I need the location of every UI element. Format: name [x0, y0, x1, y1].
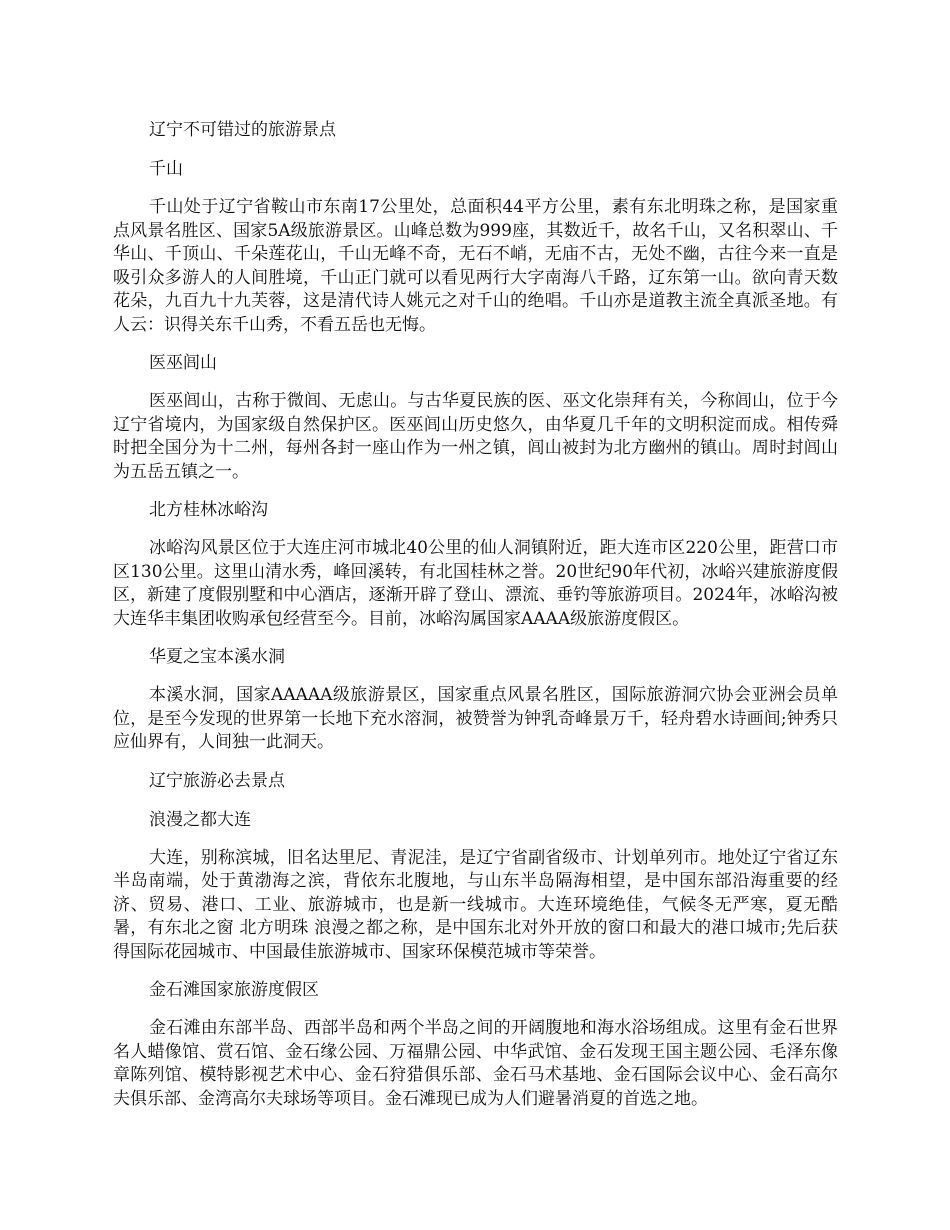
- section-heading-must-visit: 辽宁旅游必去景点: [149, 770, 285, 791]
- spacer: [113, 964, 838, 978]
- section-body-bingyugou: 冰峪沟风景区位于大连庄河市城北40公里的仙人洞镇附近，距大连市区220公里，距营口市区130公里。这里山清水秀，峰回溪转，有北国桂林之誉。20世纪90年代初，冰峪兴建旅游度假区，新建了度假别墅和中心酒店，逐渐开辟了登山、漂流、垂钓等旅游项目。2024年，冰峪沟被大连华丰集团收购承包经营至今。目前，冰峪沟属国家AAAA级旅游度假区。: [113, 538, 838, 629]
- section-body-qianshan: 千山处于辽宁省鞍山市东南17公里处，总面积44平方公里，素有东北明珠之称，是国家重点风景名胜区、国家5A级旅游景区。山峰总数为999座，其数近千，故名千山，又名积翠山、千华山、千顶山、千朵莲花山，千山无峰不奇，无石不峭，无庙不古，无处不幽，古往今来一直是吸引众多游人的人间胜境，千山正门就可以看见两行大字南海八千路，辽东第一山。欲向青天数花朵，九百九十九芙蓉，这是清代诗人姚元之对千山的绝唱。千山亦是道教主流全真派圣地。有人云：识得关东千山秀，不看五岳也无悔。: [113, 197, 838, 335]
- section-heading-dalian: 浪漫之都大连: [149, 809, 251, 830]
- section-heading-yiwulvshan: 医巫闾山: [149, 353, 217, 373]
- spacer: [113, 631, 838, 645]
- spacer: [113, 337, 838, 351]
- spacer: [113, 142, 838, 157]
- section-heading-benxi-cave: 华夏之宝本溪水洞: [149, 647, 285, 667]
- section-body-yiwulvshan: 医巫闾山，古称于微闾、无虑山。与古华夏民族的医、巫文化崇拜有关，今称闾山，位于今辽宁省境内，为国家级自然保护区。医巫闾山历史悠久，由华夏几千年的文明积淀而成。相传舜时把全国分为十二州，每州各封一座山作为一州之镇，闾山被封为北方幽州的镇山。周时封闾山为五岳五镇之一。: [113, 391, 838, 482]
- section-body-dalian: 大连，别称滨城，旧名达里尼、青泥洼，是辽宁省副省级市、计划单列市。地处辽宁省辽东半岛南端，处于黄渤海之滨，背依东北腹地，与山东半岛隔海相望，是中国东部沿海重要的经济、贸易、港口、工业、旅游城市，也是新一线城市。大连环境绝佳，气候冬无严寒，夏无酷暑，有东北之窗 北方明珠 浪漫之都之称，是中国东北对外开放的窗口和最大的港口城市;先后获得国际花园城市、中国最佳旅游城市、国家环保模范城市等荣誉。: [113, 847, 838, 962]
- spacer: [113, 375, 838, 390]
- spacer: [113, 522, 838, 537]
- spacer: [113, 832, 838, 847]
- spacer: [113, 669, 838, 684]
- spacer: [113, 793, 838, 808]
- section-heading-bingyugou: 北方桂林冰峪沟: [149, 500, 268, 520]
- spacer: [113, 1002, 838, 1017]
- spacer: [113, 755, 838, 769]
- section-heading-jinshitan: 金石滩国家旅游度假区: [149, 980, 319, 1000]
- section-body-benxi-cave: 本溪水洞，国家AAAAA级旅游景区，国家重点风景名胜区，国际旅游洞穴协会亚洲会员单位，是至今发现的世界第一长地下充水溶洞，被赞誉为钟乳奇峰景万千，轻舟碧水诗画间;钟秀只应仙界有，人间独一此洞天。: [113, 685, 838, 752]
- section-body-jinshitan: 金石滩由东部半岛、西部半岛和两个半岛之间的开阔腹地和海水浴场组成。这里有金石世界名人蜡像馆、赏石馆、金石缘公园、万福鼎公园、中华武馆、金石发现王国主题公园、毛泽东像章陈列馆、模特影视艺术中心、金石狩猎俱乐部、金石马术基地、金石国际会议中心、金石高尔夫俱乐部、金湾高尔夫球场等项目。金石滩现已成为人们避暑消夏的首选之地。: [113, 1018, 838, 1109]
- document-title: 辽宁不可错过的旅游景点: [149, 120, 336, 140]
- section-heading-qianshan: 千山: [149, 159, 183, 179]
- spacer: [113, 181, 838, 196]
- spacer: [113, 484, 838, 498]
